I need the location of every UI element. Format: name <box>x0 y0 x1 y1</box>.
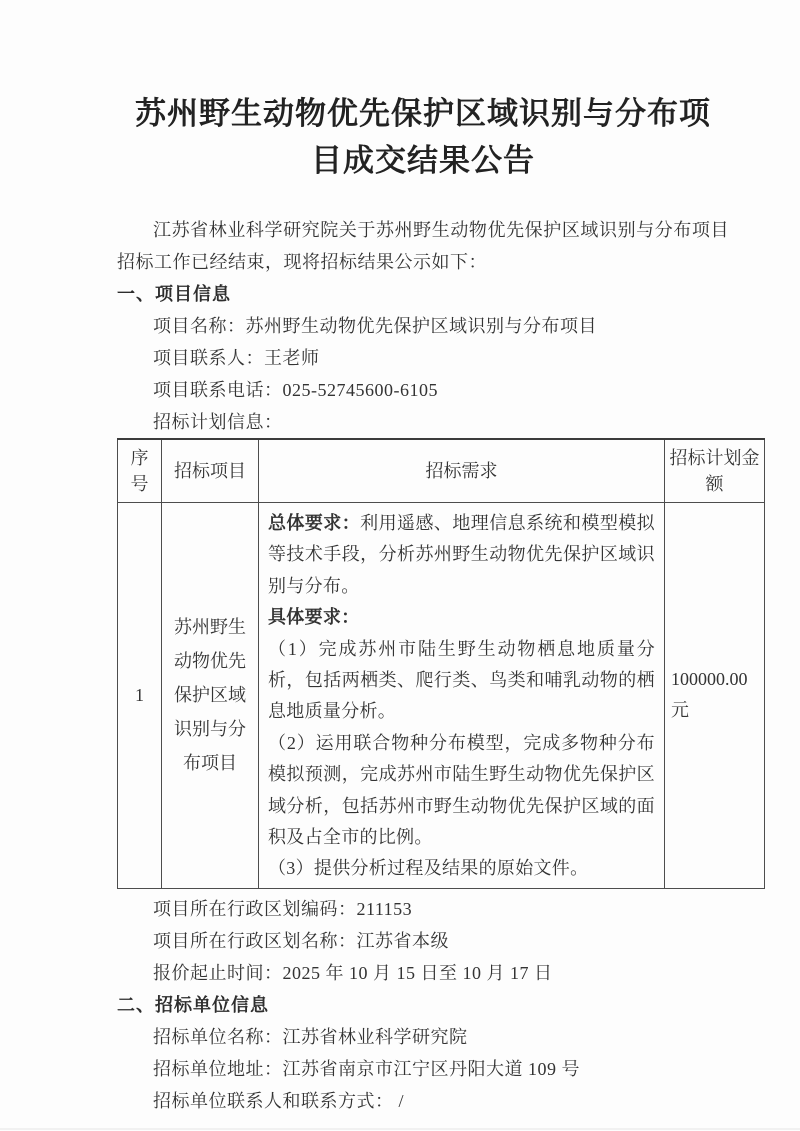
field-bid-plan-info-label: 招标计划信息： <box>153 412 283 432</box>
requirement-text: （2）运用联合物种分布模型，完成多物种分布模拟预测，完成苏州市陆生野生动物优先保护区域分析，包括苏州市野生动物优先保护区域的面积及占全市的比例。 <box>268 732 655 848</box>
section-heading-project-info: 一、项目信息 <box>117 284 231 304</box>
field-quote-period: 报价起止时间：2025 年 10 月 15 日至 10 月 17 日 <box>153 962 553 983</box>
field-admin-division-code: 项目所在行政区划编码：211153 <box>153 898 413 919</box>
section-heading-unit-info: 二、招标单位信息 <box>117 994 269 1015</box>
cell-project-name: 苏州野生动物优先保护区域识别与分布项目 <box>162 503 259 889</box>
requirement-text: （3）提供分析过程及结果的原始文件。 <box>268 858 589 879</box>
header-seq: 序号 <box>118 439 162 503</box>
requirement-item <box>268 602 655 633</box>
title-line-2: 目成交结果公告 <box>311 143 535 178</box>
document-title <box>117 0 729 184</box>
requirement-label: 总体要求： <box>268 513 361 533</box>
header-amount: 招标计划金额 <box>665 439 765 503</box>
scan-bottom-edge <box>0 1128 800 1130</box>
requirement-item <box>268 634 655 728</box>
field-unit-contact: 招标单位联系人和联系方式： / <box>153 1090 404 1111</box>
field-project-name: 项目名称：苏州野生动物优先保护区域识别与分布项目 <box>153 316 597 336</box>
header-project: 招标项目 <box>162 439 259 503</box>
field-unit-address: 招标单位地址：江苏省南京市江宁区丹阳大道 109 号 <box>153 1058 580 1079</box>
bid-plan-table <box>117 438 765 889</box>
field-project-phone: 项目联系电话：025-52745600-6105 <box>153 380 438 400</box>
cell-requirement <box>259 503 665 889</box>
header-requirement: 招标需求 <box>259 439 665 503</box>
amount-unit: 元 <box>671 700 689 721</box>
table-row <box>118 503 765 889</box>
requirement-text: 利用遥感、地理信息系统和模型模拟等技术手段，分析苏州野生动物优先保护区域识别与分布。 <box>268 513 655 596</box>
requirement-item <box>268 853 655 884</box>
field-unit-name: 招标单位名称：江苏省林业科学研究院 <box>153 1026 468 1047</box>
table-header-row <box>118 439 765 503</box>
title-line-1: 苏州野生动物优先保护区域识别与分布项 <box>135 96 711 131</box>
amount-value: 100000.00 <box>671 669 748 690</box>
document-content <box>117 0 760 1117</box>
cell-amount <box>665 503 765 889</box>
cell-seq: 1 <box>118 503 162 889</box>
requirement-label: 具体要求： <box>268 607 360 628</box>
requirement-text: （1）完成苏州市陆生野生动物栖息地质量分析，包括两栖类、爬行类、鸟类和哺乳动物的栖息地质量分析。 <box>268 638 655 722</box>
field-admin-division-name: 项目所在行政区划名称：江苏省本级 <box>153 930 449 951</box>
requirement-item <box>268 728 655 854</box>
field-project-contact: 项目联系人：王老师 <box>153 348 320 368</box>
intro-paragraph: 江苏省林业科学研究院关于苏州野生动物优先保护区域识别与分布项目招标工作已经结束，现将招标结果公示如下： <box>117 220 729 272</box>
requirement-item <box>268 508 655 602</box>
